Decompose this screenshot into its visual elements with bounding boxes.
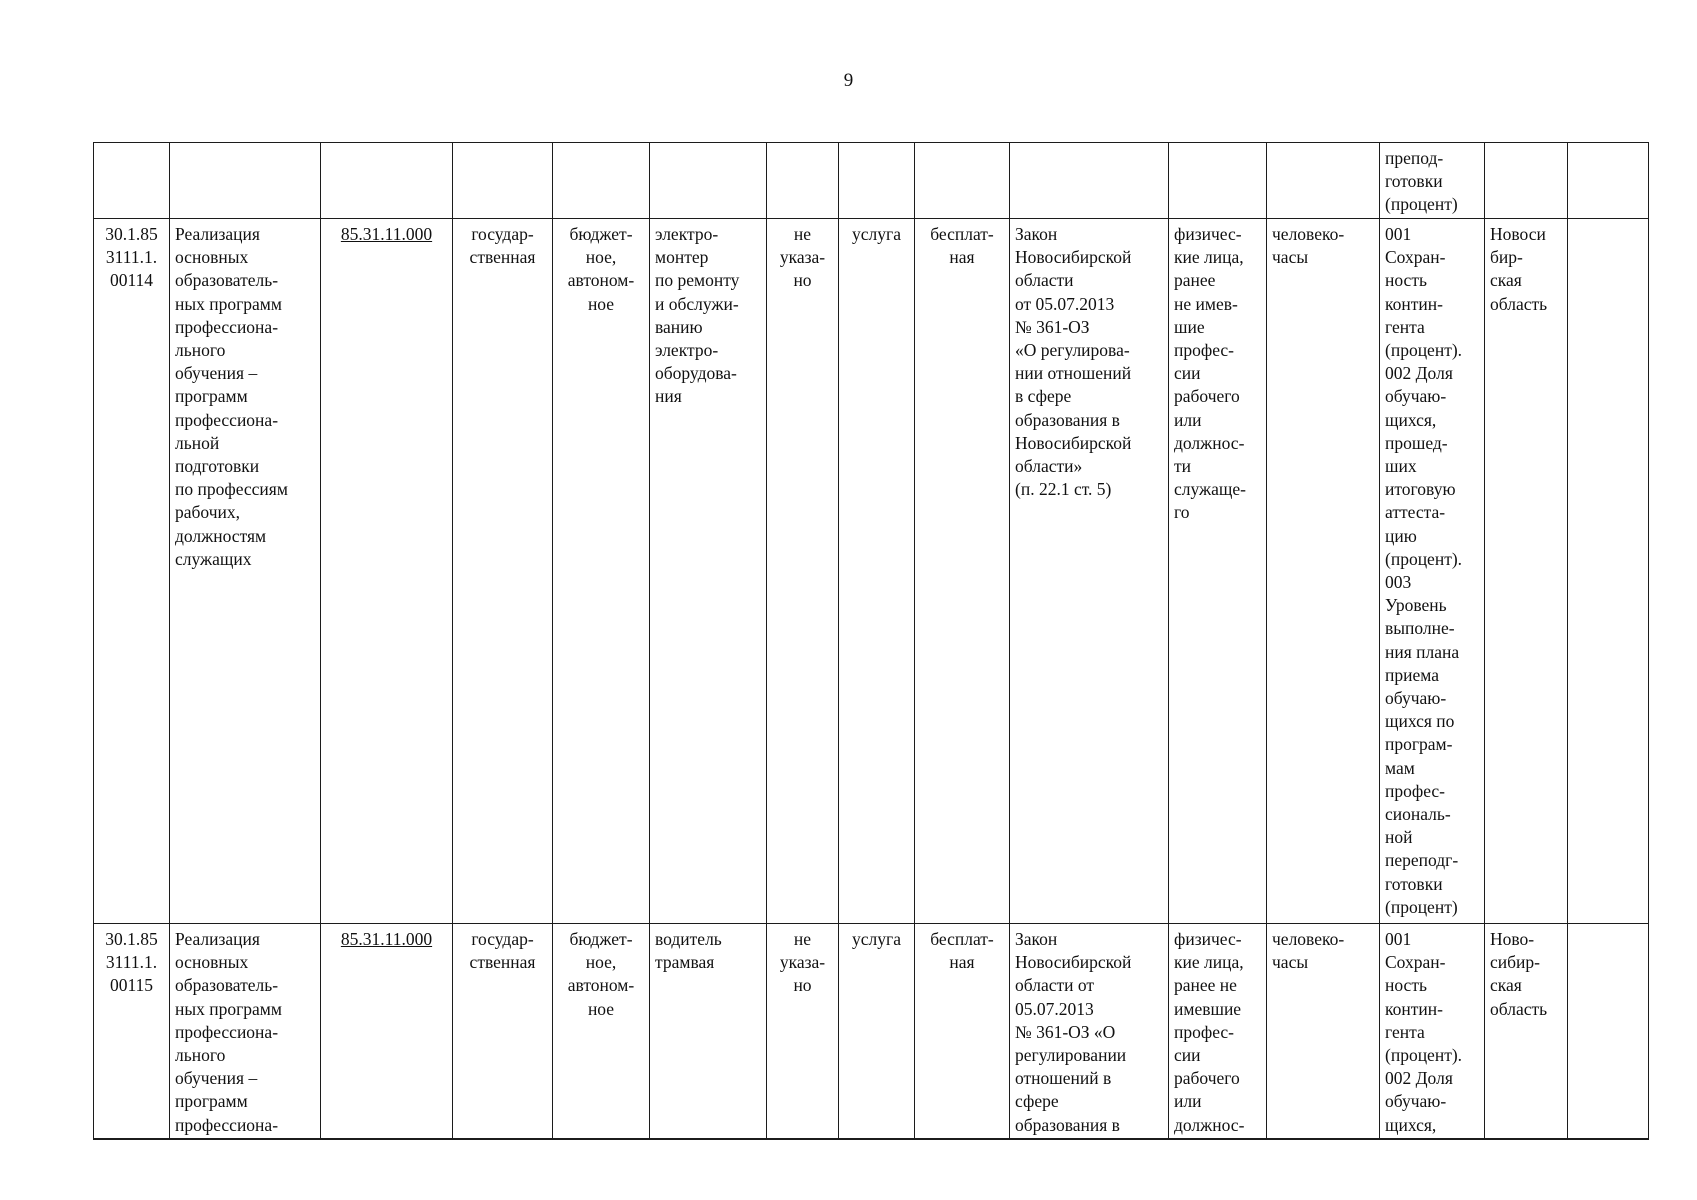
cell-not-specified: не указа- но: [767, 219, 839, 924]
cell-registry-number: 30.1.85 3111.1. 00115: [94, 924, 170, 1139]
cell-region: Ново- сибир- ская область: [1485, 924, 1568, 1139]
cell-region: Новоси бир- ская область: [1485, 219, 1568, 924]
table-row-continuation: [94, 143, 1649, 219]
cell-legal-basis: [1010, 143, 1169, 219]
cell-volume-unit: [1267, 143, 1380, 219]
cell-institution-kind: [553, 143, 650, 219]
cell-volume-unit: человеко- часы: [1267, 219, 1380, 924]
cell-profession: водитель трамвая: [650, 924, 767, 1139]
cell-okved-code: 85.31.11.000: [321, 924, 453, 1139]
cell-registry-number: [94, 143, 170, 219]
cell-region: [1485, 143, 1568, 219]
cell-legal-basis: Закон Новосибирской области от 05.07.2013 № 361-ОЗ «О регулирова- нии отношений в сфере образования в Новосибирской области» (п. 22.1 ст. 5): [1010, 219, 1169, 924]
cell-institution-kind: бюджет- ное, автоном- ное: [553, 924, 650, 1139]
cell-service-name: Реализация основных образователь- ных программ профессиона- льного обучения – программ профессиона- льной подготовки по профессиям рабочих, должностям служащих: [170, 219, 321, 924]
cell-profession: электро- монтер по ремонту и обслужи- ванию электро- оборудова- ния: [650, 219, 767, 924]
cell-okved-code: [321, 143, 453, 219]
cell-work-type: [839, 143, 915, 219]
cell-registry-number: 30.1.85 3111.1. 00114: [94, 219, 170, 924]
cell-not-specified: не указа- но: [767, 924, 839, 1139]
cell-quality-indicators: 001 Сохран- ность контин- гента (процент). 002 Доля обучаю- щихся,: [1380, 924, 1485, 1139]
cell-institution-type: государ- ственная: [453, 924, 553, 1139]
cell-quality-indicators: препод- готовки (процент): [1380, 143, 1485, 219]
table-row: [94, 924, 1649, 1139]
cell-volume-unit: человеко- часы: [1267, 924, 1380, 1139]
cell-legal-basis: Закон Новосибирской области от 05.07.2013 № 361-ОЗ «О регулировании отношений в сфере образования в: [1010, 924, 1169, 1139]
cell-work-type: услуга: [839, 924, 915, 1139]
table-row: [94, 219, 1649, 924]
cell-work-type: услуга: [839, 219, 915, 924]
cell-payment: [915, 143, 1010, 219]
services-table: [93, 142, 1649, 1140]
cell-payment: бесплат- ная: [915, 924, 1010, 1139]
cell-consumers: физичес- кие лица, ранее не имевшие профес- сии рабочего или должнос-: [1169, 924, 1267, 1139]
cell-okved-code: 85.31.11.000: [321, 219, 453, 924]
page-number: 9: [843, 70, 854, 91]
cell-institution-type: [453, 143, 553, 219]
cell-quality-indicators: 001 Сохран- ность контин- гента (процент). 002 Доля обучаю- щихся, прошед- ших итоговую аттеста- цию (процент). 003 Уровень выполне- ния плана приема обучаю- щихся по програм- мам профес- сиональ- ной переподг- готовки (процент): [1380, 219, 1485, 924]
cell-institution-type: государ- ственная: [453, 219, 553, 924]
cell-institution-kind: бюджет- ное, автоном- ное: [553, 219, 650, 924]
cell-payment: бесплат- ная: [915, 219, 1010, 924]
cell-service-name: [170, 143, 321, 219]
cell-extra: [1568, 143, 1649, 219]
cell-service-name: Реализация основных образователь- ных программ профессиона- льного обучения – программ профессиона-: [170, 924, 321, 1139]
cell-extra: [1568, 924, 1649, 1139]
cell-extra: [1568, 219, 1649, 924]
cell-profession: [650, 143, 767, 219]
cell-not-specified: [767, 143, 839, 219]
cell-consumers: физичес- кие лица, ранее не имев- шие профес- сии рабочего или должнос- ти служаще- го: [1169, 219, 1267, 924]
cell-consumers: [1169, 143, 1267, 219]
